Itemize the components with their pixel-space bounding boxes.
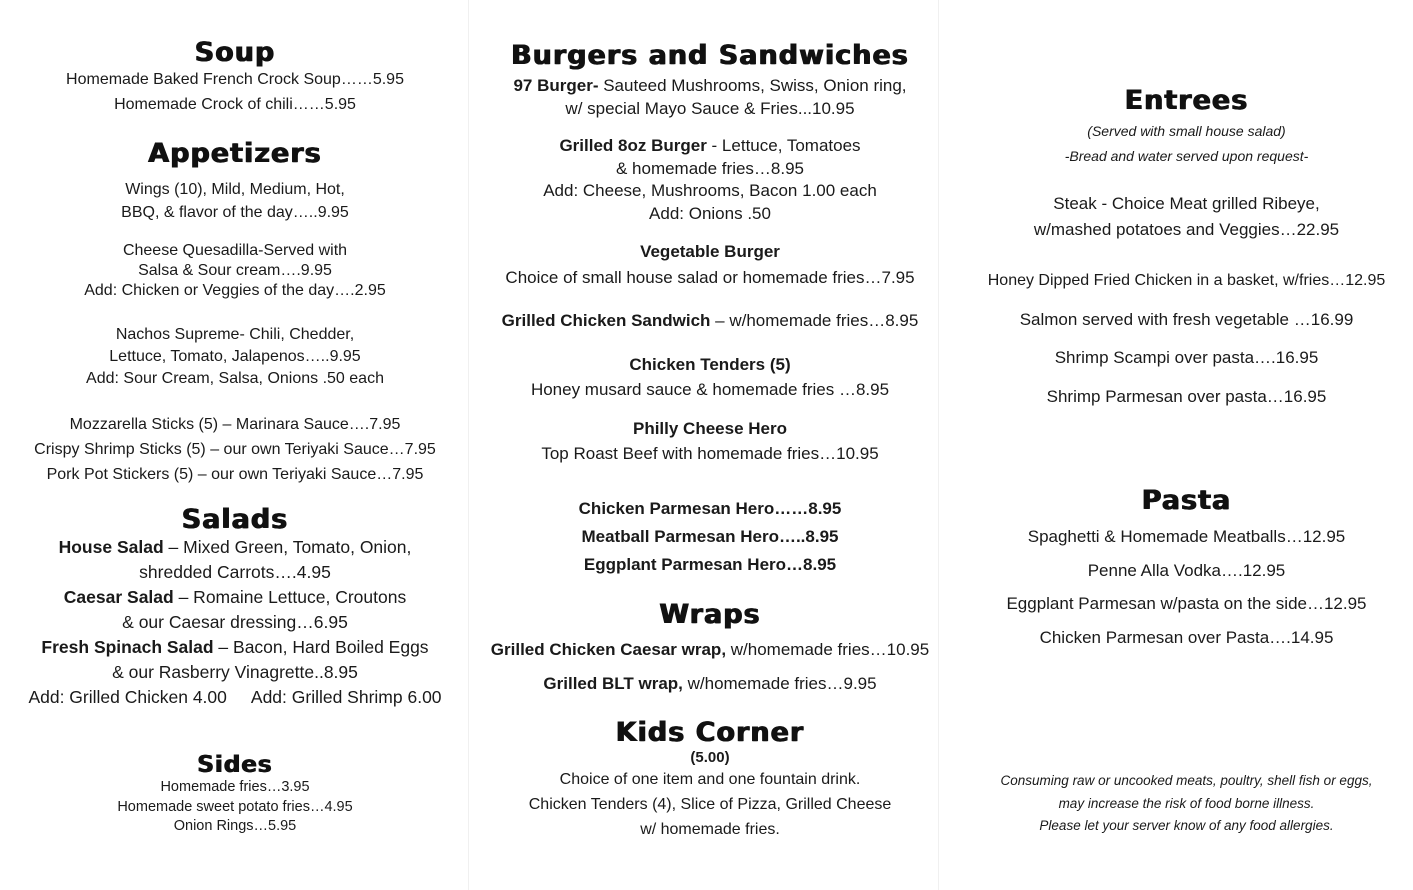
item-line: Crispy Shrimp Sticks (5) – our own Teriyaki Sauce…7.95 [34, 441, 436, 458]
kids-line: w/ homemade fries. [640, 821, 780, 838]
soup-item: Homemade Crock of chili……5.95 [114, 96, 356, 113]
item-desc: - Lettuce, Tomatoes [706, 136, 861, 155]
item-line: & our Rasberry Vinagrette..8.95 [112, 662, 358, 682]
item-name: Fresh Spinach Salad [41, 637, 214, 657]
kids-line: Choice of one item and one fountain drink. [559, 771, 861, 788]
menu-panel-right [950, 0, 1413, 890]
pasta-item: Chicken Parmesan over Pasta….14.95 [1039, 627, 1334, 647]
item-line: Nachos Supreme- Chili, Chedder, [115, 326, 355, 343]
hero-list [470, 495, 950, 579]
pasta-item: Spaghetti & Homemade Meatballs…12.95 [1027, 527, 1346, 546]
item-name: House Salad [58, 537, 164, 557]
sides-section [0, 752, 470, 837]
item-line: w/ special Mayo Sauce & Fries...10.95 [565, 98, 855, 118]
item-line: Top Roast Beef with homemade fries…10.95 [541, 444, 879, 463]
wraps-heading: Wraps [659, 599, 761, 630]
item-line: w/mashed potatoes and Veggies…22.95 [1033, 220, 1340, 239]
side-item: Onion Rings…5.95 [173, 818, 297, 834]
item-desc: w/homemade fries…9.95 [682, 673, 877, 693]
menu-item-sticks [0, 412, 470, 487]
pasta-item: Penne Alla Vodka….12.95 [1087, 560, 1286, 580]
addon-shrimp: Add: Grilled Shrimp 6.00 [250, 687, 442, 707]
item-name: Chicken Tenders (5) [629, 354, 791, 374]
item-line: BBQ, & flavor of the day…..9.95 [121, 204, 349, 221]
item-line: Choice of small house salad or homemade fries…7.95 [505, 267, 915, 287]
menu-item-97-burger [470, 75, 950, 120]
item-line: Wings (10), Mild, Medium, Hot, [125, 181, 345, 198]
item-line: Salsa & Sour cream….9.95 [138, 262, 332, 279]
item-name: Grilled Chicken Sandwich [501, 311, 711, 330]
menu-item-house-salad [0, 535, 470, 560]
addon-chicken: Add: Grilled Chicken 4.00 [28, 687, 227, 707]
side-item: Homemade fries…3.95 [160, 779, 310, 795]
menu-item-vegetable-burger [470, 241, 950, 289]
hero-item: Eggplant Parmesan Hero…8.95 [583, 554, 837, 574]
appetizers-heading: Appetizers [148, 138, 322, 169]
item-line: Cheese Quesadilla-Served with [122, 242, 348, 259]
disclaimer-line: may increase the risk of food borne illness. [1058, 795, 1315, 811]
entrees-note: -Bread and water served upon request- [1064, 148, 1309, 164]
side-item: Homemade sweet potato fries…4.95 [117, 798, 353, 815]
item-desc: – Mixed Green, Tomato, Onion, [163, 537, 412, 557]
kids-line: Chicken Tenders (4), Slice of Pizza, Grilled Cheese [528, 796, 892, 813]
entree-item: Shrimp Parmesan over pasta…16.95 [1046, 386, 1327, 406]
entrees-heading: Entrees [1124, 85, 1249, 116]
menu-item-grilled-burger [470, 135, 950, 225]
kids-heading: Kids Corner [615, 717, 805, 748]
item-desc: – Romaine Lettuce, Croutons [173, 587, 407, 607]
menu-item-grilled-chicken-sandwich [470, 310, 950, 333]
hero-item: Chicken Parmesan Hero……8.95 [578, 498, 842, 518]
pasta-section [960, 486, 1413, 654]
menu-item-blt-wrap [470, 673, 950, 696]
item-line: Honey musard sauce & homemade fries …8.95 [530, 380, 890, 399]
item-name: 97 Burger- [513, 76, 599, 95]
kids-section [470, 718, 950, 842]
item-line: Pork Pot Stickers (5) – our own Teriyaki Sauce…7.95 [46, 466, 424, 483]
item-desc: – Bacon, Hard Boiled Eggs [213, 637, 429, 657]
item-line [470, 75, 950, 98]
item-desc: – w/homemade fries…8.95 [710, 311, 919, 330]
item-name: Philly Cheese Hero [632, 418, 787, 438]
menu-item-wings [0, 178, 470, 224]
item-line: Mozzarella Sticks (5) – Marinara Sauce….7.95 [69, 416, 401, 433]
kids-price: (5.00) [690, 749, 730, 766]
item-name: Caesar Salad [63, 587, 174, 607]
burgers-section [470, 41, 950, 579]
item-line: Add: Chicken or Veggies of the day….2.95 [84, 282, 386, 299]
entree-item: Honey Dipped Fried Chicken in a basket, w/fries…12.95 [987, 272, 1386, 289]
item-line: Steak - Choice Meat grilled Ribeye, [1053, 194, 1320, 213]
disclaimer-line: Please let your server know of any food allergies. [1039, 818, 1334, 833]
item-line: Add: Onions .50 [649, 203, 771, 223]
entrees-note: (Served with small house salad) [1087, 123, 1286, 139]
entrees-section [960, 86, 1413, 416]
item-name: Vegetable Burger [640, 242, 780, 261]
item-desc: w/homemade fries…10.95 [726, 640, 930, 659]
item-line: Add: Cheese, Mushrooms, Bacon 1.00 each [543, 181, 877, 200]
appetizers-section [0, 139, 470, 487]
sides-heading: Sides [197, 752, 273, 778]
menu-item-steak [960, 191, 1413, 243]
disclaimer-line: Consuming raw or uncooked meats, poultry, shell fish or eggs, [1000, 773, 1373, 788]
salads-section [0, 505, 470, 710]
hero-item: Meatball Parmesan Hero…..8.95 [581, 526, 839, 546]
salads-heading: Salads [181, 504, 289, 535]
soup-section [0, 38, 470, 115]
menu-panel-left [0, 0, 470, 890]
item-name: Grilled 8oz Burger [559, 136, 707, 155]
salad-addons [0, 685, 470, 710]
food-safety-disclaimer [960, 770, 1413, 838]
menu-item-philly-cheese-hero [470, 418, 950, 466]
pasta-item: Eggplant Parmesan w/pasta on the side…12.95 [1006, 594, 1367, 613]
item-name: Grilled BLT wrap, [543, 673, 683, 693]
item-desc: Sauteed Mushrooms, Swiss, Onion ring, [598, 76, 907, 95]
wraps-section [470, 600, 950, 695]
item-line: Lettuce, Tomato, Jalapenos…..9.95 [109, 348, 361, 365]
entree-item: Salmon served with fresh vegetable …16.99 [1019, 309, 1354, 329]
item-line: shredded Carrots….4.95 [139, 562, 331, 582]
menu-item-caesar-salad [0, 585, 470, 610]
item-line: Add: Sour Cream, Salsa, Onions .50 each [86, 370, 384, 387]
item-line: & our Caesar dressing…6.95 [122, 612, 348, 632]
menu-item-chicken-tenders [470, 354, 950, 402]
menu-item-nachos [0, 324, 470, 390]
soup-heading: Soup [194, 37, 276, 68]
soup-item: Homemade Baked French Crock Soup……5.95 [66, 71, 404, 88]
item-line: & homemade fries…8.95 [615, 158, 805, 178]
item-name: Grilled Chicken Caesar wrap, [490, 640, 727, 659]
menu-item-quesadilla [0, 241, 470, 301]
entree-item: Shrimp Scampi over pasta….16.95 [1054, 348, 1319, 367]
item-line [470, 135, 950, 158]
menu-item-chicken-caesar-wrap [470, 639, 950, 662]
pasta-heading: Pasta [1141, 485, 1232, 516]
burgers-heading: Burgers and Sandwiches [511, 40, 909, 71]
menu-item-spinach-salad [0, 635, 470, 660]
menu-panel-center [470, 0, 950, 890]
